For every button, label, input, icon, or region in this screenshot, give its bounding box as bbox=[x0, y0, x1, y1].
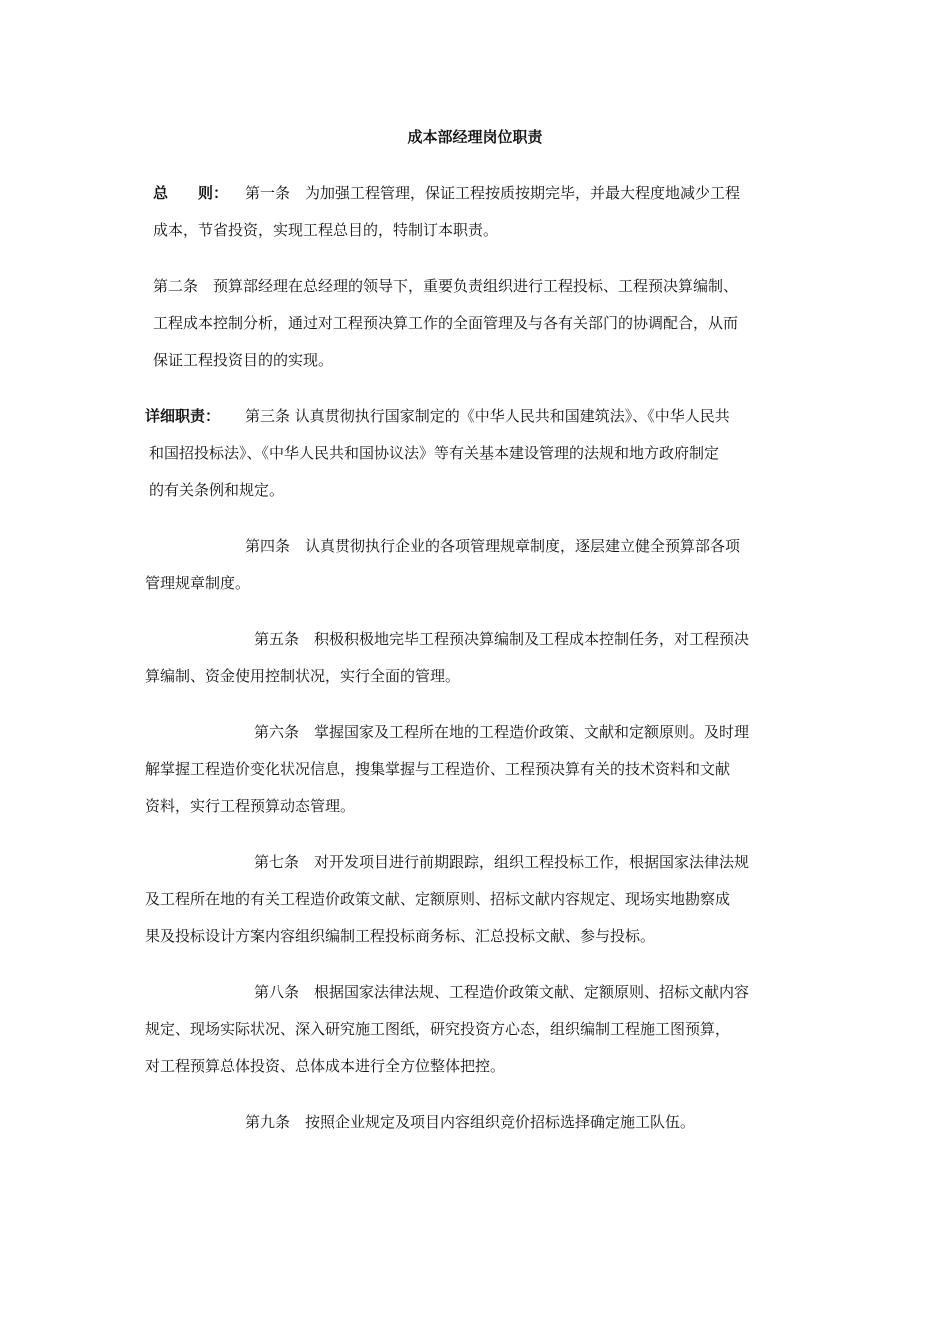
section-label-detail: 详细职责： bbox=[145, 407, 221, 425]
article-2-line-2: 工程成本控制分析，通过对工程预决算工作的全面管理及与各有关部门的协调配合，从而 bbox=[153, 314, 739, 332]
article-9-line-1: 第九条 按照企业规定及项目内容组织竞价招标选择确定施工队伍。 bbox=[245, 1113, 696, 1131]
article-8-line-1: 第八条 根据国家法律法规、工程造价政策文献、定额原则、招标文献内容 bbox=[254, 983, 750, 1001]
article-4-line-2: 管理规章制度。 bbox=[145, 574, 251, 592]
article-1-line-2: 成本，节省投资，实现工程总目的，特制订本职责。 bbox=[153, 221, 499, 239]
article-6-line-1: 第六条 掌握国家及工程所在地的工程造价政策、文献和定额原则。及时理 bbox=[254, 723, 750, 741]
article-3-line-2: 和国招投标法》、《中华人民共和国协议法》等有关基本建设管理的法规和地方政府制定 bbox=[149, 444, 720, 462]
article-7-line-2: 及工程所在地的有关工程造价政策文献、定额原则、招标文献内容规定、现场实地勘察成 bbox=[145, 890, 731, 908]
article-8-line-3: 对工程预算总体投资、总体成本进行全方位整体把控。 bbox=[145, 1057, 506, 1075]
article-8-line-2: 规定、现场实际状况、深入研究施工图纸，研究投资方心态，组织编制工程施工图预算， bbox=[145, 1020, 731, 1038]
article-3-line-1: 第三条 认真贯彻执行国家制定的《中华人民共和国建筑法》、《中华人民共 bbox=[245, 407, 730, 425]
article-4-line-1: 第四条 认真贯彻执行企业的各项管理规章制度，逐层建立健全预算部各项 bbox=[245, 537, 741, 555]
article-3-line-3: 的有关条例和规定。 bbox=[149, 481, 285, 499]
article-5-line-1: 第五条 积极积极地完毕工程预决算编制及工程成本控制任务，对工程预决 bbox=[254, 630, 750, 648]
section-label-general: 总 则： bbox=[153, 184, 229, 202]
article-5-line-2: 算编制、资金使用控制状况，实行全面的管理。 bbox=[145, 667, 461, 685]
article-2-line-1: 第二条 预算部经理在总经理的领导下，重要负责组织进行工程投标、工程预决算编制、 bbox=[153, 277, 739, 295]
article-2-line-3: 保证工程投资目的的实现。 bbox=[153, 351, 334, 369]
article-7-line-1: 第七条 对开发项目进行前期跟踪，组织工程投标工作，根据国家法律法规 bbox=[254, 853, 750, 871]
article-6-line-3: 资料，实行工程预算动态管理。 bbox=[145, 797, 356, 815]
article-7-line-3: 果及投标设计方案内容组织编制工程投标商务标、汇总投标文献、参与投标。 bbox=[145, 927, 656, 945]
document-title: 成本部经理岗位职责 bbox=[407, 128, 543, 146]
article-6-line-2: 解掌握工程造价变化状况信息，搜集掌握与工程造价、工程预决算有关的技术资料和文献 bbox=[145, 760, 731, 778]
article-1-line-1: 第一条 为加强工程管理，保证工程按质按期完毕，并最大程度地减少工程 bbox=[245, 184, 741, 202]
